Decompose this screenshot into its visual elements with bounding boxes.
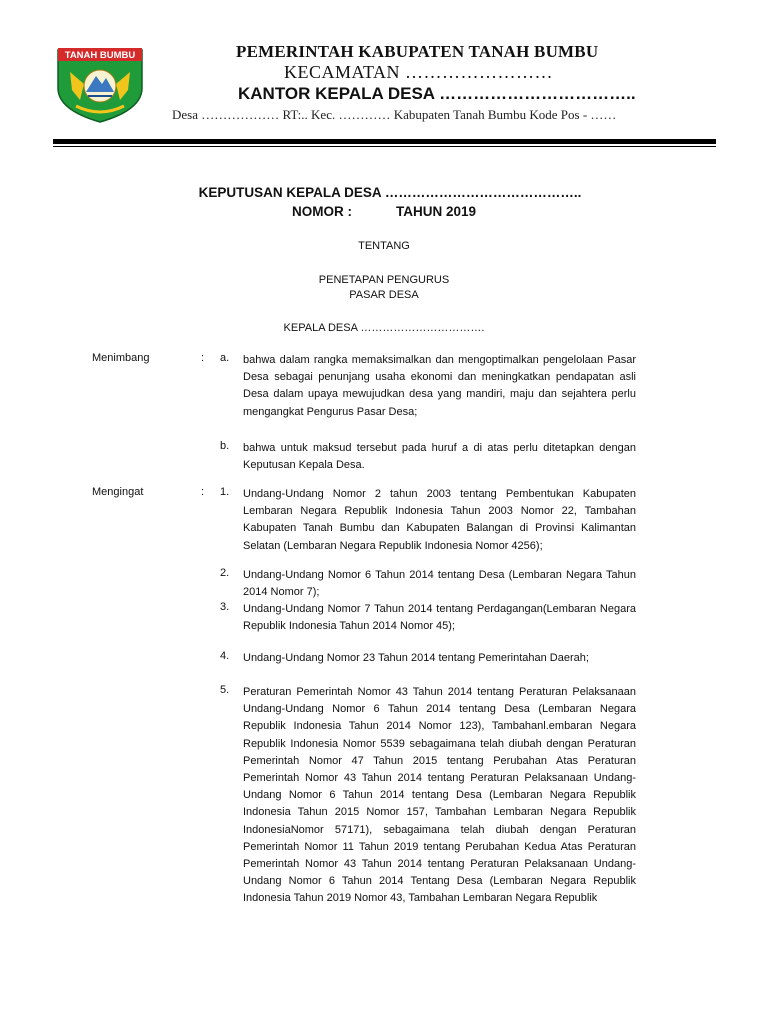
letterhead-district: KECAMATAN …………………… [284,62,554,82]
mengingat-colon: : [201,486,205,498]
mengingat-item-5: Peraturan Pemerintah Nomor 43 Tahun 2014 tentang Peraturan Pelaksanaan Undang-Undang Nomor 6 Tahun 2014 tentang Desa (Lembaran Negara Republik Indonesia Tahun 2014 Nomor 123), Tambahanl.embaran Negara Republik Indonesia Nomor 5539 sebagaimana telah diubah dengan Peraturan Pemerintah Nomor 47 Tahun 2015 tentang Perubahan Atas Peraturan Pemerintah Nomor 43 Tahun 2014 tentang Peraturan Pelaksanaan Undang-Undang Nomor 6 Tahun 2014 tentang Desa (Lembaran Negara Republik Indonesia Tahun 2015 Nomor 157, Tambahan Lembaran Negara Republik IndonesiaNomor 57171), sebagaimana telah diubah dengan Peraturan Pemerintah Nomor 11 Tahun 2019 tentang Perubahan Kedua Atas Peraturan Pemerintah Nomor 43 Tahun 2014 tentang Peraturan Pelaksanaan Undang-Undang Nomor 6 Tahun 2014 Tentang Desa (Lembaran Negara Republik Indonesia Tahun 2019 Nomor 43, Tambahan Lembaran Negara Republik [243,686,636,905]
letterhead-address: Desa ……………… RT:.. Kec. ………… Kabupaten Tanah Bumbu Kode Pos - …… [172,107,617,122]
mengingat-label: Mengingat [92,486,144,498]
letterhead-divider-thick [53,139,716,144]
mengingat-marker-4: 4. [220,650,230,662]
mengingat-marker-5: 5. [220,684,230,696]
emblem-text: TANAH BUMBU [64,50,136,61]
mengingat-item-4: Undang-Undang Nomor 23 Tahun 2014 tentang Pemerintahan Daerah; [243,652,589,664]
nomor-label: NOMOR : [291,204,352,219]
mengingat-marker-2: 2. [220,567,230,579]
subject-line-2: PASAR DESA [349,289,419,301]
mengingat-item-2: Undang-Undang Nomor 6 Tahun 2014 tentang Desa (Lembaran Negara Tahun 2014 Nomor 7); [243,569,636,599]
mengingat-marker-3: 3. [220,601,230,613]
kepala-desa-heading: KEPALA DESA ……………………………. [283,322,485,334]
letterhead-office: KANTOR KEPALA DESA …………………………….. [238,84,636,103]
menimbang-item-a: bahwa dalam rangka memaksimalkan dan mengoptimalkan pengelolaan Pasar Desa sebagai penunjang usaha ekonomi dan meningkatkan pendapatan asli Desa dalam upaya mewujudkan desa yang mandiri, maju dan sejahtera perlu mengangkat Pengurus Pasar Desa; [243,354,636,418]
letterhead-divider-thin [53,146,716,147]
decree-title: KEPUTUSAN KEPALA DESA …………………………………….. [198,185,582,200]
menimbang-label: Menimbang [92,352,150,364]
decree-number [0,204,768,219]
mengingat-marker-1: 1. [220,486,230,498]
mengingat-item-3: Undang-Undang Nomor 7 Tahun 2014 tentang Perdagangan(Lembaran Negara Republik Indonesia Tahun 2014 Nomor 45); [243,603,636,633]
tanah-bumbu-emblem-icon [54,44,146,124]
subject-line-1: PENETAPAN PENGURUS [318,274,450,286]
menimbang-colon: : [201,352,205,364]
menimbang-item-b: bahwa untuk maksud tersebut pada huruf a di atas perlu ditetapkan dengan Keputusan Kepala Desa. [243,442,636,472]
menimbang-marker-a: a. [220,352,230,364]
tahun-label: TAHUN 2019 [395,204,477,219]
mengingat-item-1: Undang-Undang Nomor 2 tahun 2003 tentang Pembentukan Kabupaten Lembaran Negara Republik Indonesia Tahun 2003 Nomor 22, Tambahan Kabupaten Tanah Bumbu dan Kabupaten Balangan di Provinsi Kalimantan Selatan (Lembaran Negara Republik Indonesia Nomor 4256); [243,488,636,552]
letterhead-government: PEMERINTAH KABUPATEN TANAH BUMBU [236,42,599,61]
menimbang-marker-b: b. [220,440,230,452]
tentang-heading: TENTANG [358,240,410,252]
